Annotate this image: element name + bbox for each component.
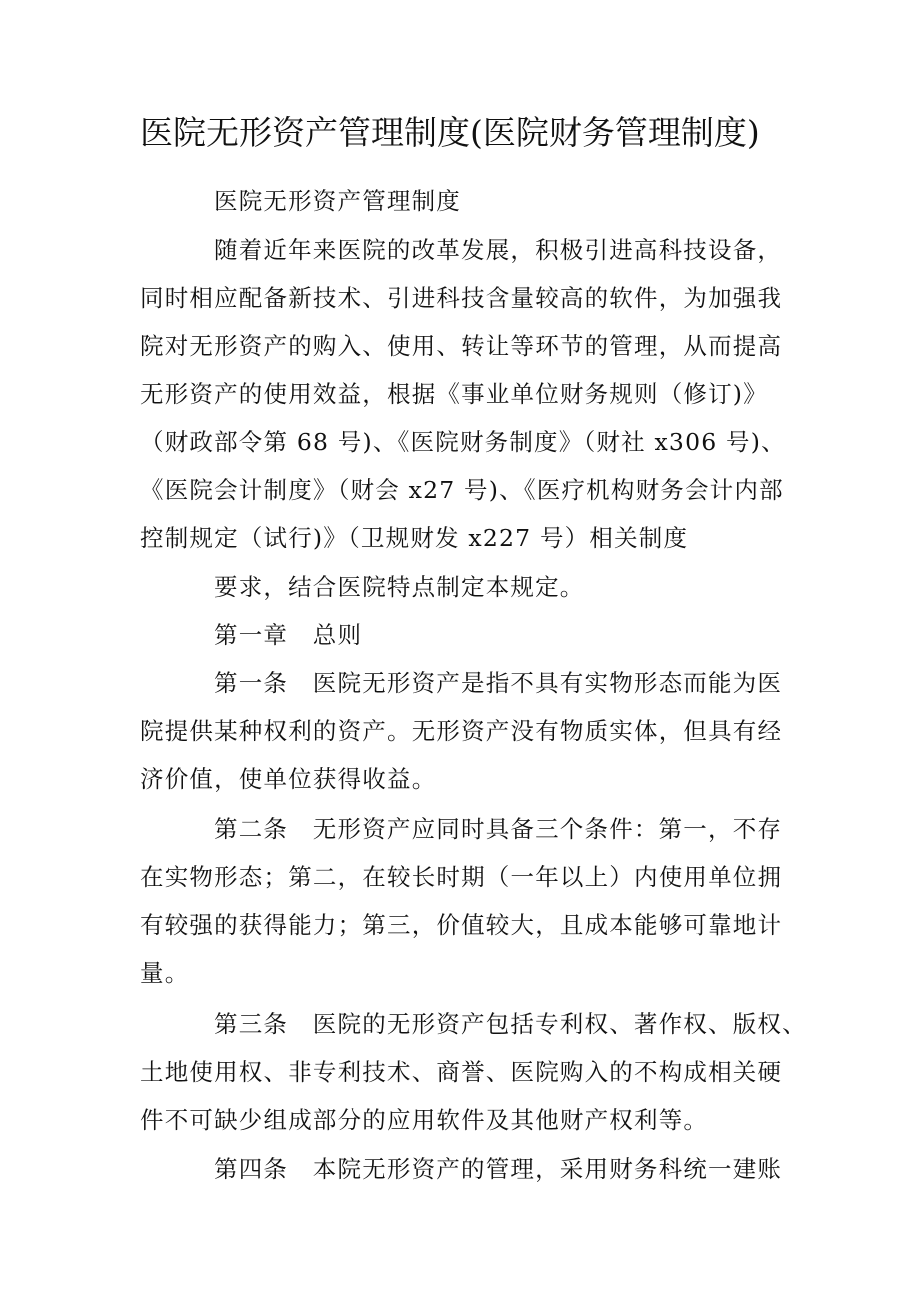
paragraph-line: 控制规定（试行)》（卫规财发 x227 号）相关制度 (140, 524, 689, 552)
article-line: 量。 (140, 959, 190, 987)
section-heading: 医院无形资产管理制度 (214, 187, 461, 215)
paragraph-line: 要求，结合医院特点制定本规定。 (214, 573, 585, 601)
article-line: 第一条 医院无形资产是指不具有实物形态而能为医 (214, 669, 783, 697)
paragraph-line: 《医院会计制度》（财会 x27 号)、《医疗机构财务会计内部 (140, 476, 784, 504)
paragraph-line: （财政部令第 68 号)、《医院财务制度》（财社 x306 号)、 (140, 428, 786, 456)
article-line: 第二条 无形资产应同时具备三个条件：第一，不存 (214, 815, 783, 843)
paragraph-line: 无形资产的使用效益，根据《事业单位财务规则（修订)》 (140, 380, 768, 408)
paragraph-line: 同时相应配备新技术、引进科技含量较高的软件，为加强我 (140, 284, 783, 312)
article-line: 第三条 医院的无形资产包括专利权、著作权、版权、 (214, 1010, 807, 1038)
article-line: 第四条 本院无形资产的管理，采用财务科统一建账 (214, 1155, 783, 1183)
article-line: 在实物形态；第二，在较长时期（一年以上）内使用单位拥 (140, 863, 783, 891)
article-line: 有较强的获得能力；第三，价值较大，且成本能够可靠地计 (140, 911, 783, 939)
article-line: 土地使用权、非专利技术、商誉、医院购入的不构成相关硬 (140, 1058, 783, 1086)
chapter-heading: 第一章 总则 (214, 621, 363, 649)
article-line: 济价值，使单位获得收益。 (140, 765, 437, 793)
article-line: 院提供某种权利的资产。无形资产没有物质实体，但具有经 (140, 717, 783, 745)
document-title: 医院无形资产管理制度(医院财务管理制度) (140, 113, 760, 152)
article-line: 件不可缺少组成部分的应用软件及其他财产权利等。 (140, 1106, 709, 1134)
paragraph-line: 院对无形资产的购入、使用、转让等环节的管理，从而提高 (140, 332, 783, 360)
paragraph-line: 随着近年来医院的改革发展，积极引进高科技设备， (214, 236, 783, 264)
